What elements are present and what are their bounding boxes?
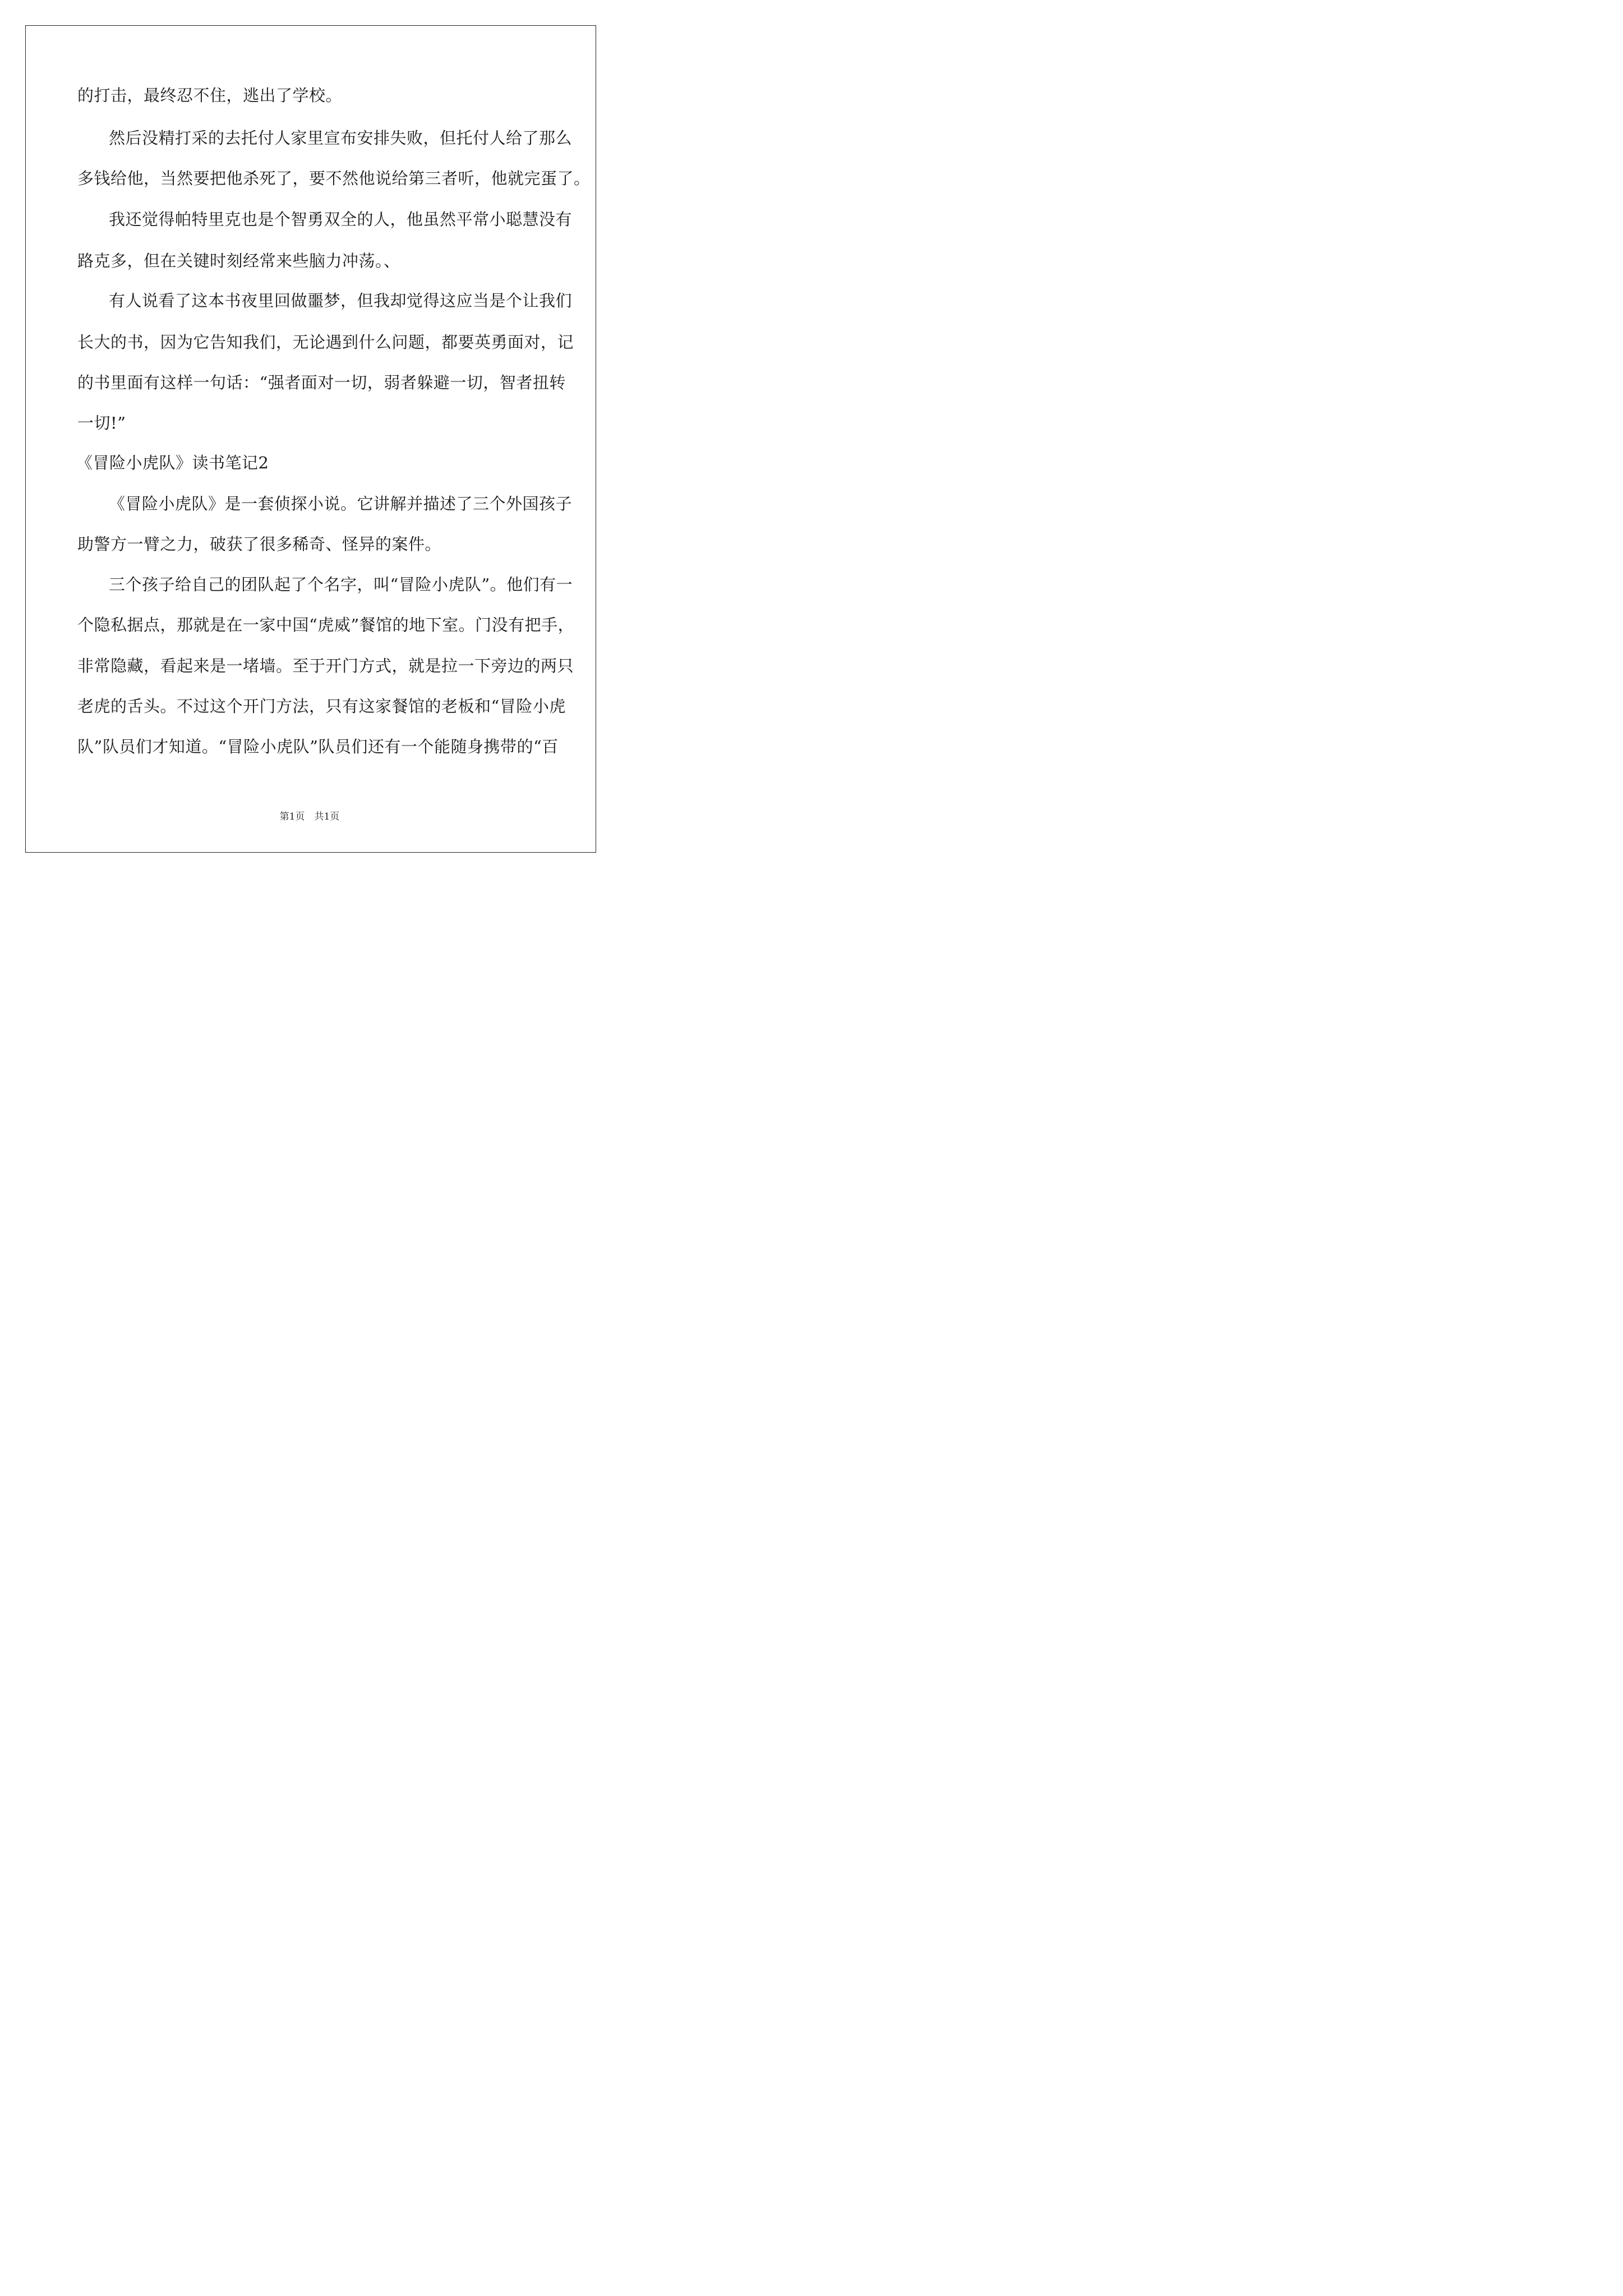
page-number-footer: 第1页 共1页 xyxy=(279,811,340,822)
paragraph-first-line: 然后没精打采的去托付人家里宣布安排失败，但托付人给了那么 xyxy=(109,128,573,148)
paragraph-first-line: 我还觉得帕特里克也是个智勇双全的人，他虽然平常小聪慧没有 xyxy=(109,210,573,229)
paragraph-first-line: 《冒险小虎队》是一套侦探小说。它讲解并描述了三个外国孩子 xyxy=(109,494,573,513)
text-line: 路克多，但在关键时刻经常来些脑力冲荡。、 xyxy=(77,251,400,270)
page-border xyxy=(25,25,596,853)
text-line: 长大的书，因为它告知我们，无论遇到什么问题，都要英勇面对，记 xyxy=(77,333,574,352)
text-line: 多钱给他，当然要把他杀死了，要不然他说给第三者听，他就完蛋了。 xyxy=(77,169,591,188)
paragraph-first-line: 有人说看了这本书夜里回做噩梦，但我却觉得这应当是个让我们 xyxy=(109,291,573,310)
text-line: 一切!” xyxy=(77,413,126,432)
text-line: 个隐私据点，那就是在一家中国“虎威”餐馆的地下室。门没有把手， xyxy=(77,615,575,634)
text-line: 老虎的舌头。不过这个开门方法，只有这家餐馆的老板和“冒险小虎 xyxy=(77,697,566,716)
section-heading: 《冒险小虎队》读书笔记2 xyxy=(76,453,269,472)
text-line: 助警方一臂之力，破获了很多稀奇、怪异的案件。 xyxy=(77,535,442,554)
text-line: 队”队员们才知道。“冒险小虎队”队员们还有一个能随身携带的“百 xyxy=(77,737,559,756)
text-line: 的打击，最终忍不住，逃出了学校。 xyxy=(77,86,343,105)
text-line: 的书里面有这样一句话：“强者面对一切，弱者躲避一切，智者扭转 xyxy=(77,373,566,392)
paragraph-first-line: 三个孩子给自己的团队起了个名字，叫“冒险小虎队”。他们有一 xyxy=(109,575,573,594)
text-line: 非常隐藏，看起来是一堵墙。至于开门方式，就是拉一下旁边的两只 xyxy=(77,656,574,675)
